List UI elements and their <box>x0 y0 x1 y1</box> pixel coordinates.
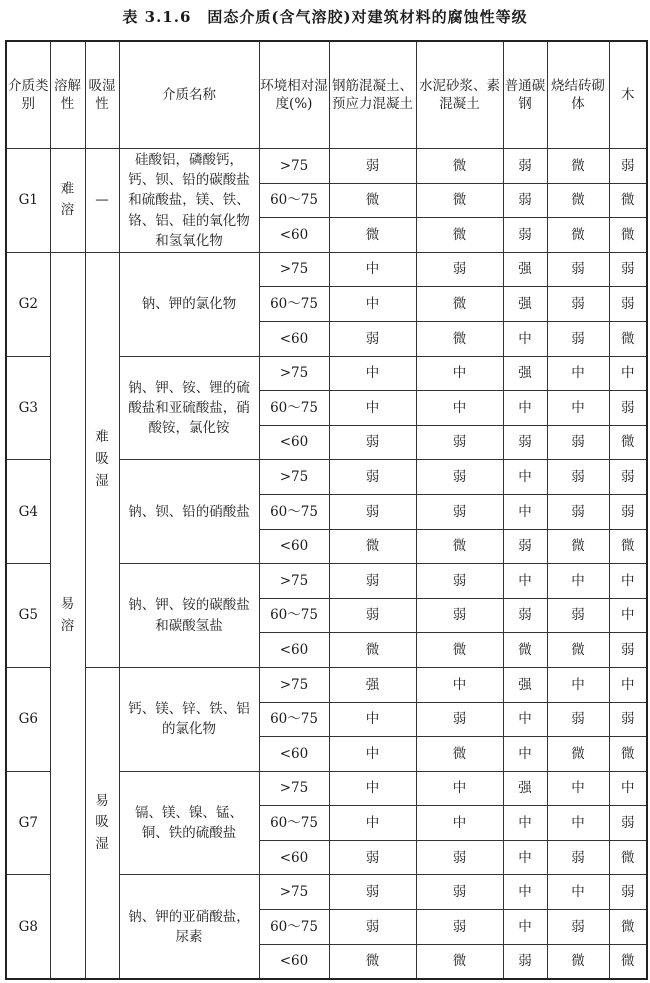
grade-wood: 中 <box>609 598 647 633</box>
humidity-level: 60～75 <box>259 598 329 633</box>
grade-wood: 中 <box>609 771 647 806</box>
grade-cement-mortar: 弱 <box>416 840 503 875</box>
grade-brick-masonry: 弱 <box>547 425 609 460</box>
medium-class-code: G4 <box>6 460 50 564</box>
solubility-cell <box>50 149 85 253</box>
grade-brick-masonry: 微 <box>547 529 609 564</box>
medium-name-text: 钙、镁、锌、铁、铝的氯化物 <box>128 701 250 738</box>
grade-brick-masonry: 弱 <box>547 598 609 633</box>
humidity-level: >75 <box>259 460 329 495</box>
grade-reinforced-concrete: 弱 <box>329 425 416 460</box>
grade-reinforced-concrete: 微 <box>329 633 416 668</box>
grade-carbon-steel: 中 <box>503 875 547 910</box>
grade-brick-masonry: 中 <box>547 391 609 426</box>
grade-brick-masonry: 微 <box>547 183 609 218</box>
humidity-level: >75 <box>259 356 329 391</box>
humidity-level: >75 <box>259 564 329 599</box>
grade-wood: 弱 <box>609 149 647 184</box>
grade-reinforced-concrete: 中 <box>329 356 416 391</box>
grade-carbon-steel: 弱 <box>503 183 547 218</box>
grade-brick-masonry: 弱 <box>547 494 609 529</box>
medium-name <box>119 356 259 460</box>
header-solubility: 溶解性 <box>50 41 85 149</box>
grade-reinforced-concrete: 弱 <box>329 598 416 633</box>
hygroscopic-cell <box>85 667 119 979</box>
table-row <box>6 149 647 184</box>
grade-wood: 弱 <box>609 633 647 668</box>
grade-wood: 中 <box>609 356 647 391</box>
solubility-cell <box>50 252 85 979</box>
humidity-level: <60 <box>259 218 329 253</box>
grade-reinforced-concrete: 微 <box>329 529 416 564</box>
humidity-level: >75 <box>259 149 329 184</box>
header-carbon-steel: 普通碳钢 <box>503 41 547 149</box>
grade-brick-masonry: 弱 <box>547 460 609 495</box>
grade-wood: 微 <box>609 910 647 945</box>
hygroscopic-cell <box>85 252 119 667</box>
grade-carbon-steel: 弱 <box>503 218 547 253</box>
grade-cement-mortar: 微 <box>416 529 503 564</box>
grade-brick-masonry: 中 <box>547 667 609 702</box>
medium-name-text: 钠、钾的氯化物 <box>141 296 237 313</box>
grade-carbon-steel: 强 <box>503 356 547 391</box>
grade-carbon-steel: 弱 <box>503 425 547 460</box>
grade-brick-masonry: 弱 <box>547 702 609 737</box>
grade-wood: 弱 <box>609 702 647 737</box>
grade-reinforced-concrete: 弱 <box>329 564 416 599</box>
grade-reinforced-concrete: 弱 <box>329 494 416 529</box>
grade-cement-mortar: 弱 <box>416 910 503 945</box>
medium-name <box>119 460 259 564</box>
medium-class-code: G1 <box>6 149 50 253</box>
grade-wood: 中 <box>609 564 647 599</box>
grade-carbon-steel: 中 <box>503 702 547 737</box>
grade-brick-masonry: 中 <box>547 875 609 910</box>
humidity-level: <60 <box>259 737 329 772</box>
grade-brick-masonry: 微 <box>547 218 609 253</box>
header-brick-masonry: 烧结砖砌体 <box>547 41 609 149</box>
hygroscopic-label: — <box>95 191 109 208</box>
humidity-level: 60～75 <box>259 494 329 529</box>
grade-cement-mortar: 弱 <box>416 494 503 529</box>
grade-cement-mortar: 中 <box>416 806 503 841</box>
grade-carbon-steel: 强 <box>503 287 547 322</box>
hygroscopic-label: 难吸湿 <box>95 429 109 489</box>
header-wood: 木 <box>609 41 647 149</box>
grade-brick-masonry: 弱 <box>547 910 609 945</box>
humidity-level: 60～75 <box>259 391 329 426</box>
grade-cement-mortar: 微 <box>416 218 503 253</box>
grade-carbon-steel: 弱 <box>503 149 547 184</box>
header-class: 介质类别 <box>6 41 50 149</box>
grade-brick-masonry: 微 <box>547 149 609 184</box>
header-humidity: 环境相对湿度(%) <box>259 41 329 149</box>
humidity-level: >75 <box>259 771 329 806</box>
solubility-label: 易溶 <box>60 595 75 634</box>
grade-reinforced-concrete: 弱 <box>329 875 416 910</box>
grade-carbon-steel: 中 <box>503 460 547 495</box>
medium-name <box>119 149 259 253</box>
header-reinforced-concrete: 钢筋混凝土、预应力混凝土 <box>329 41 416 149</box>
table-title: 表 3.1.6 固态介质(含气溶胶)对建筑材料的腐蚀性等级 <box>122 8 528 26</box>
grade-reinforced-concrete: 弱 <box>329 460 416 495</box>
header-hygroscopic: 吸湿性 <box>85 41 119 149</box>
grade-brick-masonry: 弱 <box>547 287 609 322</box>
grade-brick-masonry: 微 <box>547 737 609 772</box>
grade-carbon-steel: 强 <box>503 771 547 806</box>
grade-cement-mortar: 弱 <box>416 598 503 633</box>
grade-cement-mortar: 弱 <box>416 564 503 599</box>
humidity-level: >75 <box>259 875 329 910</box>
grade-cement-mortar: 中 <box>416 771 503 806</box>
medium-name-text: 钠、钾的亚硝酸盐，尿素 <box>128 908 250 945</box>
header-row <box>6 41 647 149</box>
medium-name-text: 钠、钡、铅的硝酸盐 <box>128 503 250 520</box>
grade-wood: 微 <box>609 321 647 356</box>
grade-carbon-steel: 中 <box>503 391 547 426</box>
grade-reinforced-concrete: 微 <box>329 218 416 253</box>
medium-class-code: G2 <box>6 252 50 356</box>
grade-wood: 中 <box>609 667 647 702</box>
grade-cement-mortar: 弱 <box>416 875 503 910</box>
grade-cement-mortar: 中 <box>416 667 503 702</box>
grade-cement-mortar: 弱 <box>416 252 503 287</box>
grade-carbon-steel: 微 <box>503 633 547 668</box>
grade-carbon-steel: 弱 <box>503 598 547 633</box>
humidity-level: <60 <box>259 425 329 460</box>
grade-wood: 微 <box>609 529 647 564</box>
humidity-level: <60 <box>259 944 329 979</box>
grade-reinforced-concrete: 中 <box>329 702 416 737</box>
humidity-level: <60 <box>259 840 329 875</box>
grade-wood: 弱 <box>609 806 647 841</box>
table-row <box>6 252 647 287</box>
grade-brick-masonry: 弱 <box>547 252 609 287</box>
humidity-level: 60～75 <box>259 702 329 737</box>
medium-class-code: G3 <box>6 356 50 460</box>
humidity-level: <60 <box>259 633 329 668</box>
grade-carbon-steel: 强 <box>503 252 547 287</box>
grade-reinforced-concrete: 中 <box>329 771 416 806</box>
grade-reinforced-concrete: 中 <box>329 252 416 287</box>
grade-brick-masonry: 中 <box>547 806 609 841</box>
grade-cement-mortar: 中 <box>416 356 503 391</box>
solubility-label: 难溶 <box>60 180 75 219</box>
grade-brick-masonry: 微 <box>547 633 609 668</box>
grade-wood: 弱 <box>609 875 647 910</box>
grade-brick-masonry: 中 <box>547 771 609 806</box>
grade-brick-masonry: 微 <box>547 944 609 979</box>
grade-wood: 微 <box>609 425 647 460</box>
grade-wood: 微 <box>609 183 647 218</box>
humidity-level: <60 <box>259 321 329 356</box>
grade-carbon-steel: 中 <box>503 564 547 599</box>
grade-wood: 弱 <box>609 494 647 529</box>
humidity-level: 60～75 <box>259 287 329 322</box>
grade-reinforced-concrete: 中 <box>329 737 416 772</box>
humidity-level: <60 <box>259 529 329 564</box>
grade-carbon-steel: 中 <box>503 494 547 529</box>
grade-wood: 微 <box>609 944 647 979</box>
grade-carbon-steel: 中 <box>503 840 547 875</box>
grade-cement-mortar: 微 <box>416 287 503 322</box>
medium-name <box>119 252 259 356</box>
header-cement-mortar: 水泥砂浆、素混凝土 <box>416 41 503 149</box>
grade-cement-mortar: 弱 <box>416 425 503 460</box>
hygroscopic-label: 易吸湿 <box>95 792 109 852</box>
humidity-level: 60～75 <box>259 183 329 218</box>
medium-class-code: G8 <box>6 875 50 979</box>
medium-class-code: G5 <box>6 564 50 668</box>
humidity-level: 60～75 <box>259 910 329 945</box>
grade-carbon-steel: 中 <box>503 806 547 841</box>
grade-reinforced-concrete: 中 <box>329 391 416 426</box>
medium-class-code: G7 <box>6 771 50 875</box>
humidity-level: 60～75 <box>259 806 329 841</box>
grade-cement-mortar: 微 <box>416 737 503 772</box>
grade-cement-mortar: 弱 <box>416 702 503 737</box>
grade-carbon-steel: 中 <box>503 737 547 772</box>
grade-reinforced-concrete: 弱 <box>329 840 416 875</box>
grade-cement-mortar: 微 <box>416 149 503 184</box>
grade-cement-mortar: 微 <box>416 944 503 979</box>
medium-name-text: 硅酸铝，磷酸钙，钙、钡、铅的碳酸盐和硫酸盐，镁、铁、铬、铝、硅的氧化物和氢氧化物 <box>128 151 250 249</box>
grade-carbon-steel: 中 <box>503 910 547 945</box>
grade-reinforced-concrete: 中 <box>329 806 416 841</box>
grade-reinforced-concrete: 中 <box>329 287 416 322</box>
grade-wood: 微 <box>609 737 647 772</box>
grade-cement-mortar: 微 <box>416 321 503 356</box>
grade-brick-masonry: 弱 <box>547 840 609 875</box>
grade-cement-mortar: 微 <box>416 183 503 218</box>
grade-wood: 弱 <box>609 391 647 426</box>
grade-wood: 弱 <box>609 287 647 322</box>
grade-wood: 微 <box>609 218 647 253</box>
header-medium-name: 介质名称 <box>119 41 259 149</box>
medium-name <box>119 875 259 979</box>
medium-name <box>119 564 259 668</box>
medium-name-text: 钠、钾、铵的碳酸盐和碳酸氢盐 <box>128 597 250 634</box>
medium-name-text: 钠、钾、铵、锂的硫酸盐和亚硫酸盐，硝酸铵，氯化铵 <box>128 379 250 437</box>
grade-brick-masonry: 中 <box>547 356 609 391</box>
grade-brick-masonry: 中 <box>547 564 609 599</box>
grade-cement-mortar: 弱 <box>416 460 503 495</box>
table-row <box>6 667 647 702</box>
medium-name-text: 镉、镁、镍、锰、铜、铁的硫酸盐 <box>135 804 243 842</box>
grade-reinforced-concrete: 强 <box>329 667 416 702</box>
grade-carbon-steel: 弱 <box>503 944 547 979</box>
corrosion-grade-table <box>5 40 648 980</box>
grade-reinforced-concrete: 弱 <box>329 149 416 184</box>
humidity-level: >75 <box>259 252 329 287</box>
grade-wood: 弱 <box>609 460 647 495</box>
medium-name <box>119 667 259 771</box>
grade-reinforced-concrete: 微 <box>329 944 416 979</box>
medium-name <box>119 771 259 875</box>
grade-wood: 弱 <box>609 252 647 287</box>
humidity-level: >75 <box>259 667 329 702</box>
grade-carbon-steel: 强 <box>503 667 547 702</box>
grade-reinforced-concrete: 微 <box>329 183 416 218</box>
grade-reinforced-concrete: 弱 <box>329 910 416 945</box>
grade-brick-masonry: 弱 <box>547 321 609 356</box>
grade-cement-mortar: 中 <box>416 391 503 426</box>
grade-cement-mortar: 微 <box>416 633 503 668</box>
grade-carbon-steel: 中 <box>503 321 547 356</box>
grade-reinforced-concrete: 弱 <box>329 321 416 356</box>
hygroscopic-cell <box>85 149 119 253</box>
medium-class-code: G6 <box>6 667 50 771</box>
grade-carbon-steel: 弱 <box>503 529 547 564</box>
grade-wood: 微 <box>609 840 647 875</box>
